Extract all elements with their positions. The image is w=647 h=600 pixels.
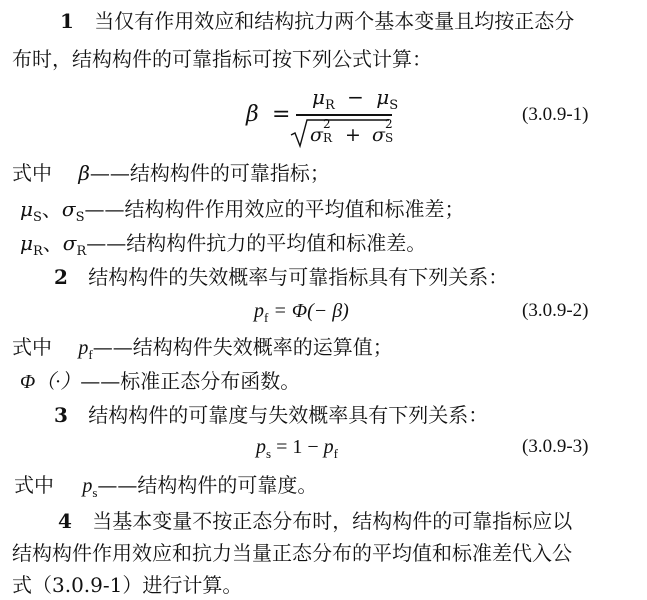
item1-line1 bbox=[60, 8, 574, 34]
item1-number: 1 bbox=[60, 9, 74, 33]
eq1-sigma-r-sup: 2 bbox=[322, 117, 331, 131]
eq2-formula bbox=[254, 298, 349, 331]
item4-line3: 式（3.0.9-1）进行计算。 bbox=[12, 573, 243, 597]
eq3-p: p bbox=[256, 436, 266, 458]
eq1-fraction-bar bbox=[296, 114, 392, 116]
item4-text-1: 当基本变量不按正态分布时，结构构件的可靠指标应以 bbox=[92, 509, 573, 533]
where1-beta: β bbox=[78, 161, 90, 185]
where1-mu-s-sub: S bbox=[33, 210, 42, 225]
item3-number: 3 bbox=[54, 403, 68, 427]
where2-p-sub: f bbox=[88, 347, 93, 362]
item2-line bbox=[54, 264, 508, 290]
where3-p-sub: s bbox=[92, 485, 98, 500]
eq1-mu-r-sub: R bbox=[325, 98, 335, 113]
eq1-plus: + bbox=[345, 124, 361, 146]
where2-phi-text: ——标准正态分布函数。 bbox=[80, 369, 301, 393]
item3-line bbox=[54, 402, 488, 428]
eq1-sigma-s-sup: 2 bbox=[384, 117, 393, 131]
where3-shizhong: 式中 bbox=[14, 473, 54, 497]
where1-s-line bbox=[20, 196, 464, 231]
eq3-p2-sub: f bbox=[333, 446, 338, 461]
where1-shizhong: 式中 bbox=[12, 161, 52, 185]
eq3-p-sub: s bbox=[266, 446, 272, 461]
where1-beta-line bbox=[12, 160, 330, 186]
item1-line2: 布时，结构构件的可靠指标可按下列公式计算： bbox=[12, 47, 432, 71]
where2-phi: Φ（·） bbox=[20, 371, 81, 393]
eq1-mu-s-sub: S bbox=[389, 98, 399, 113]
where2-p-line bbox=[12, 334, 393, 368]
eq1-mu-r: μ bbox=[312, 85, 325, 109]
eq1-sigma-s: σ bbox=[372, 124, 385, 146]
where1-mu-s: μ bbox=[20, 197, 33, 221]
where3-p: p bbox=[82, 475, 93, 497]
where1-r-line bbox=[20, 230, 426, 265]
eq1-number: (3.0.9-1) bbox=[522, 104, 589, 125]
eq2-p-sub: f bbox=[264, 310, 269, 325]
eq1-sigma-r: σ bbox=[310, 124, 323, 146]
eq3-p2: p bbox=[323, 436, 334, 458]
eq3-mid: = 1 − bbox=[271, 436, 324, 458]
item4-number: 4 bbox=[58, 509, 72, 533]
item3-text: 结构构件的可靠度与失效概率具有下列关系： bbox=[88, 403, 489, 427]
eq3-number: (3.0.9-3) bbox=[522, 436, 589, 457]
eq1-sigma-s-sub: S bbox=[384, 131, 394, 145]
where1-s-text: ——结构构件作用效应的平均值和标准差； bbox=[84, 197, 465, 221]
where3-p-text: ——结构构件的可靠度。 bbox=[97, 473, 318, 497]
where3-line bbox=[14, 472, 317, 506]
where1-sigma-s-sub: S bbox=[75, 210, 85, 225]
where1-beta-text: ——结构构件的可靠指标； bbox=[89, 161, 330, 185]
item4-line2: 结构构件作用效应和抗力当量正态分布的平均值和标准差代入公 bbox=[12, 541, 572, 565]
eq1-mu-s: μ bbox=[376, 85, 390, 109]
where2-shizhong: 式中 bbox=[12, 335, 52, 359]
where2-phi-line bbox=[20, 368, 300, 395]
eq2-number: (3.0.9-2) bbox=[522, 300, 589, 321]
item4-line1 bbox=[58, 508, 572, 534]
where1-mu-r-sub: R bbox=[33, 244, 43, 259]
eq3-formula bbox=[256, 434, 338, 467]
where1-mu-r: μ bbox=[20, 231, 33, 255]
eq1-equals: = bbox=[272, 102, 291, 127]
where1-sigma-s: σ bbox=[61, 197, 76, 221]
eq1-denominator bbox=[310, 117, 396, 148]
where1-r-text: ——结构构件抗力的平均值和标准差。 bbox=[86, 231, 427, 255]
eq2-rest: = Φ(− β) bbox=[268, 300, 349, 322]
item1-text-1: 当仅有作用效应和结构抗力两个基本变量且均按正态分 bbox=[94, 9, 575, 33]
eq1-minus: − bbox=[347, 85, 364, 109]
where1-comma2: 、 bbox=[42, 231, 63, 255]
item2-number: 2 bbox=[54, 265, 68, 289]
item2-text: 结构构件的失效概率与可靠指标具有下列关系： bbox=[88, 265, 509, 289]
eq1-sigma-r-sub: R bbox=[322, 131, 333, 145]
where1-sigma-r: σ bbox=[62, 231, 77, 255]
eq1-beta: β bbox=[246, 102, 259, 127]
where1-sigma-r-sub: R bbox=[76, 244, 87, 259]
where2-p-text: ——结构构件失效概率的运算值； bbox=[92, 335, 393, 359]
eq2-p: p bbox=[254, 300, 264, 322]
where2-p: p bbox=[78, 337, 89, 359]
where1-comma: 、 bbox=[41, 197, 62, 221]
